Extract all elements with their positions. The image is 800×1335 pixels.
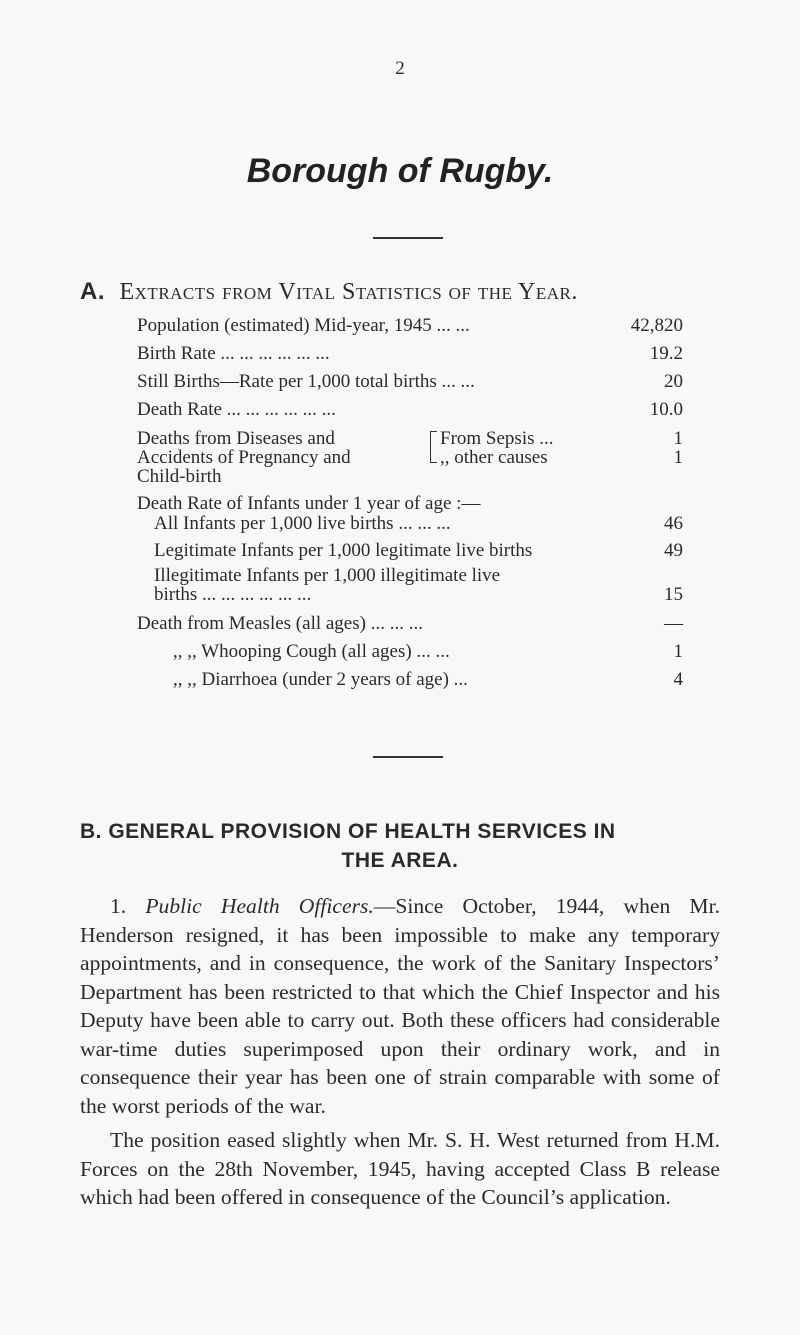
stat-label: Death from Measles (all ages) ... ... ... [137,613,423,634]
stat-value: 42,820 [630,315,683,336]
stat-value: 20 [664,371,683,392]
illegitimate-label-line2: births ... ... ... ... ... ... [154,584,312,605]
section-divider [373,756,443,758]
illegitimate-label-line1: Illegitimate Infants per 1,000 illegitimate live [154,565,501,586]
stat-label: Legitimate Infants per 1,000 legitimate live births [154,540,533,561]
stat-label: Death Rate ... ... ... ... ... ... [137,399,336,420]
section-a-title: Extracts from Vital Statistics of the Year. [119,279,578,305]
maternal-label-line2: Accidents of Pregnancy and [137,447,351,468]
paragraph-2: The position eased slightly when Mr. S. H. West returned from H.M. Forces on the 28th November, 1945, having accepted Class B release which had been offered in consequence of the Council’s application. [80,1128,720,1209]
maternal-cause-other: ,, other causes [440,447,548,468]
paragraph-text: —Since October, 1944, when Mr. Henderson resigned, it has been impossible to make any temporary appointments, and in consequence, the work of the Sanitary Inspectors’ Department has been restricted to that which the Chief Inspector and his Deputy have been able to carry out. Both these officers had considerable war-time duties superimposed upon their ordinary work, and in consequence their year has been one of strain comparable with some of the worst periods of the war. [80,894,720,1118]
stat-value: 1 [673,641,683,662]
stat-value: — [664,613,683,634]
section-b-heading-line1: B. GENERAL PROVISION OF HEALTH SERVICES IN [80,820,616,843]
maternal-value-other: 1 [673,447,683,468]
stat-label: Birth Rate ... ... ... ... ... ... [137,343,330,364]
section-b-heading [80,820,720,873]
stat-value: 19.2 [649,343,683,364]
stat-label: ,, ,, Diarrhoea (under 2 years of age) ... [173,669,468,690]
stat-label: All Infants per 1,000 live births ... ... ... [154,513,451,534]
paragraph-number: 1. [110,894,127,918]
section-b-body [80,892,720,1212]
maternal-value-sepsis: 1 [673,428,683,449]
stat-value: 49 [664,540,683,561]
paragraph-topic: Public Health Officers. [145,894,374,918]
stat-value: 4 [673,669,683,690]
title-divider [373,237,443,239]
page-title: Borough of Rugby. [246,152,554,190]
stat-value: 46 [664,513,683,534]
paragraph-1 [80,892,720,1120]
maternal-label-line3: Child-birth [137,466,222,487]
maternal-cause-sepsis: From Sepsis ... [440,428,554,449]
section-a-letter: A. [80,278,105,305]
stat-label: Population (estimated) Mid-year, 1945 ... ... [137,315,470,336]
section-a-heading [80,278,720,306]
infant-death-heading: Death Rate of Infants under 1 year of age :— [137,493,481,514]
stat-value: 10.0 [649,399,683,420]
stat-label: ,, ,, Whooping Cough (all ages) ... ... [173,641,450,662]
maternal-label-line1: Deaths from Diseases and [137,428,335,449]
stat-label: Still Births—Rate per 1,000 total births ... ... [137,371,475,392]
illegitimate-value: 15 [664,584,683,605]
page-number: 2 [395,58,405,79]
bracket [430,431,437,463]
section-b-heading-line2: THE AREA. [341,849,459,872]
